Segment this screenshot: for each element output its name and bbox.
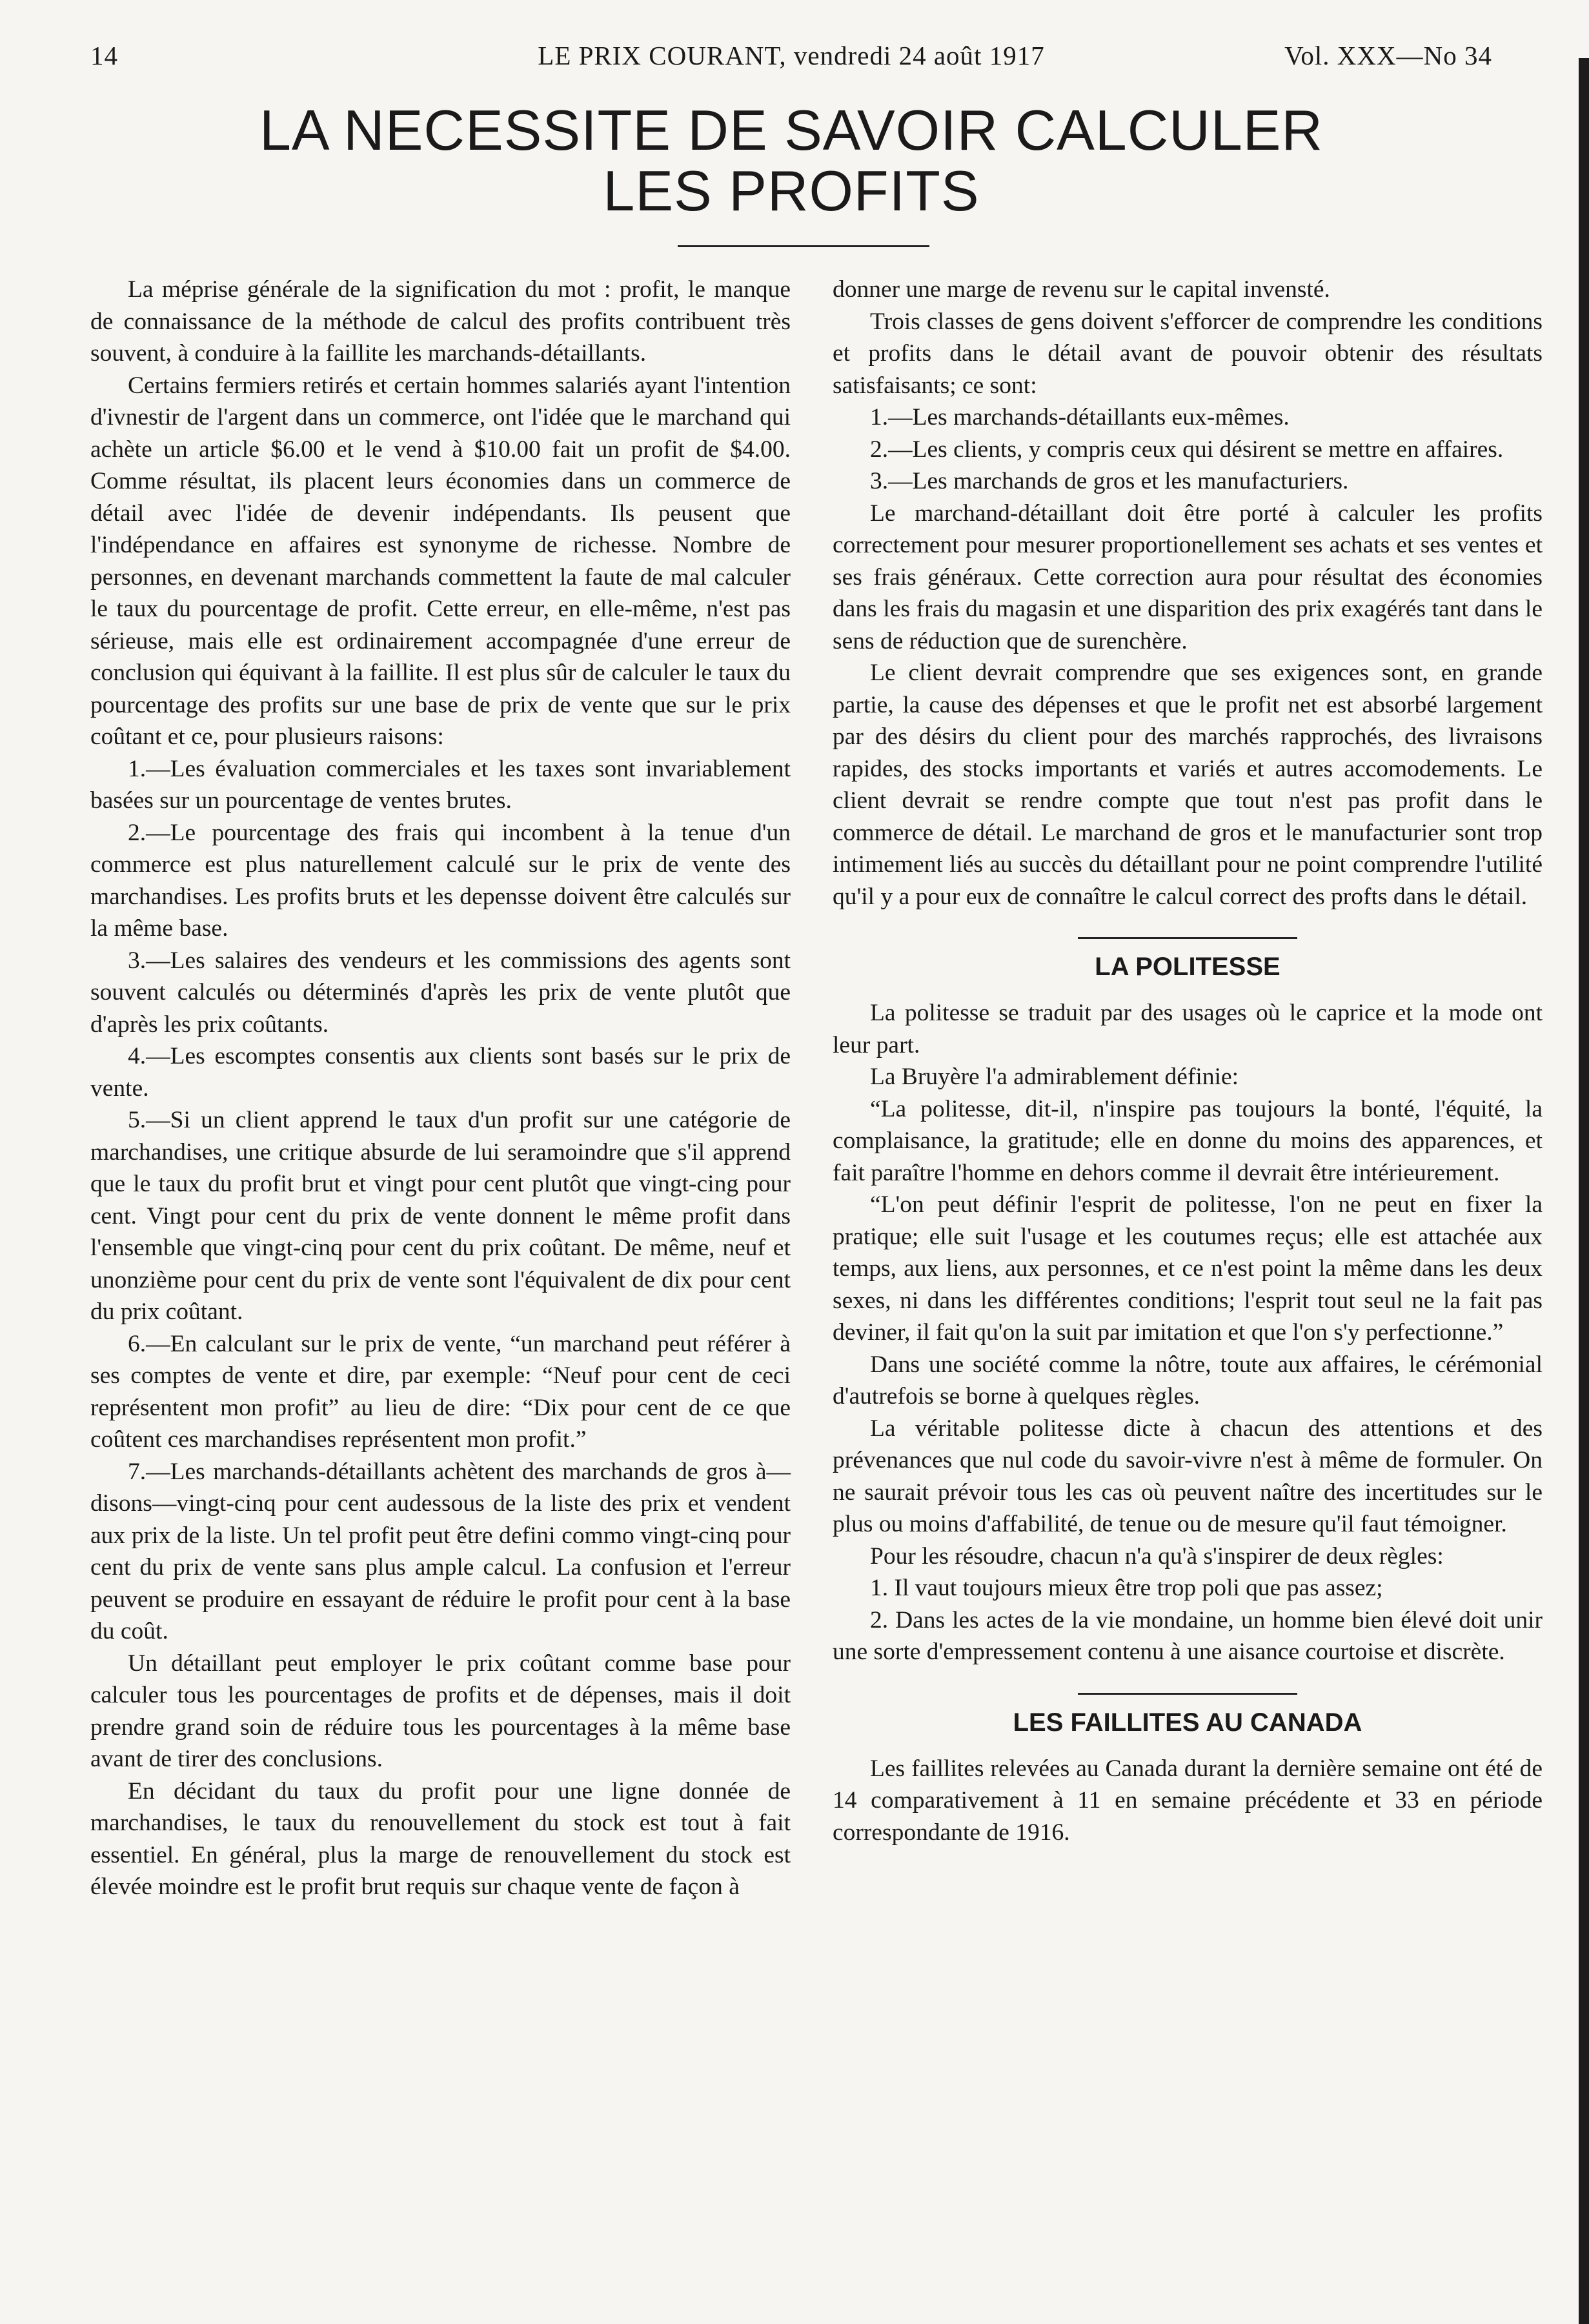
paragraph: Pour les résoudre, chacun n'a qu'à s'inspirer de deux règles: bbox=[870, 1542, 1444, 1570]
article-title-line-2: LES PROFITS bbox=[603, 159, 980, 223]
list-item: 3.—Les marchands de gros et les manufacturiers. bbox=[870, 468, 1349, 494]
page-number: 14 bbox=[90, 41, 118, 70]
list-item: 6.—En calculant sur le prix de vente, “un marchand peut référer à ses comptes de vente et dire, par exemple: “Neuf pour cent de ceci représentent mon profit” au lieu de dire: “Dix pour cent de ce que coûtent ces marchandises représentent mon profit.” bbox=[90, 1330, 791, 1453]
publication-line: LE PRIX COURANT, vendredi 24 août 1917 bbox=[538, 41, 1045, 70]
paragraph: En décidant du taux du profit pour une ligne donnée de marchandises, le taux du renouvellement du stock est tout à fait essentiel. En général, plus la marge de renouvellement du stock est élevée moindre est le profit brut requis sur chaque vente de façon à bbox=[90, 1777, 791, 1900]
list-item: 5.—Si un client apprend le taux d'un profit sur une catégorie de marchandises, une critique absurde de lui seramoindre que s'il apprend que le taux du profit brut et vingt pour cent plutôt que vingt-cing pour cent. Vingt pour cent du prix de vente donnent le même profit dans l'ensemble que vingt-cinq pour cent du prix coûtant. De même, neuf et unonzième pour cent du prix de vente sont l'équivalent de dix pour cent du prix coûtant. bbox=[90, 1107, 791, 1325]
section-rule bbox=[1078, 1693, 1297, 1695]
paragraph: Le marchand-détaillant doit être porté à calculer les profits correctement pour mesurer proportionellement ses achats et ses ventes et ses frais généraux. Cette correction aura pour résultat des économies dans les frais du magasin et une disparition des prix exagérés tant dans le sens de réduction que de surenchère. bbox=[833, 500, 1543, 654]
title-rule bbox=[678, 245, 929, 247]
paragraph: Les faillites relevées au Canada durant la dernière semaine ont été de 14 comparativement à 11 en semaine précédente et 33 en période correspondante de 1916. bbox=[833, 1755, 1543, 1846]
paragraph: Le client devrait comprendre que ses exigences sont, en grande partie, la cause des dépenses et que le profit net est absorbé largement par des désirs du client pour des marchés rapprochés, des livraisons rapides, des stocks importants et variés et autres accomodements. Le client devrait se rendre compte que tout n'est pas profit dans le commerce de détail. Le marchand de gros et le manufacturier sont trop intimement liés au succès du détaillant pour ne point comprendre l'utilité qu'il y a pour eux de connaître le calcul correct des profts dans le détail. bbox=[833, 660, 1543, 910]
list-item: 2.—Les clients, y compris ceux qui désirent se mettre en affaires. bbox=[870, 436, 1504, 463]
paragraph: La méprise générale de la signification du mot : profit, le manque de connaissance de la méthode de calcul des profits contribuent très souvent, à conduire à la faillite les marchands-détaillants. bbox=[90, 276, 791, 367]
paragraph: Trois classes de gens doivent s'efforcer de comprendre les conditions et profits dans le détail avant de pouvoir obtenir des résultats satisfaisants; ce sont: bbox=[833, 308, 1543, 399]
section-rule bbox=[1078, 937, 1297, 939]
list-item: 2. Dans les actes de la vie mondaine, un homme bien élevé doit unir une sorte d'empressement contenu à une aisance courtoise et discrète. bbox=[833, 1606, 1543, 1665]
paragraph: Certains fermiers retirés et certain hommes salariés ayant l'intention d'ivnestir de l'argent dans un commerce, ont l'idée que le marchand qui achète un article $6.00 et le vend à $10.00 fait un profit de $4.00. Comme résultat, ils placent leurs économies dans un commerce de détail avec l'idée de devenir indépendants. Ils peusent que l'indépendance en affaires est synonyme de richesse. Nombre de personnes, en devenant marchands commettent la faute de mal calculer le taux du pourcentage de profit. Cette erreur, en elle-même, n'est pas sérieuse, mais elle est ordinairement accompagnée d'une erreur de conclusion qui équivant à la faillite. Il est plus sûr de calculer le taux du pourcentage des profits sur une base de prix de vente que sur le prix coûtant et ce, pour plusieurs raisons: bbox=[90, 372, 791, 750]
paragraph: La véritable politesse dicte à chacun des attentions et des prévenances que nul code du savoir-vivre n'est à même de formuler. On ne saurait prévoir tous les cas où peuvent naître des incertitudes sur le plus ou moins d'affabilité, de tenue ou de mesure qu'il faut témoigner. bbox=[833, 1415, 1543, 1537]
running-header bbox=[90, 40, 1492, 79]
paragraph: La Bruyère l'a admirablement définie: bbox=[870, 1064, 1239, 1090]
paragraph: Dans une société comme la nôtre, toute aux affaires, le cérémonial d'autrefois se borne à quelques règles. bbox=[833, 1351, 1543, 1410]
paragraph: “L'on peut définir l'esprit de politesse, l'on ne peut en fixer la pratique; elle suit l'usage et les coutumes reçus; elle est attachée aux temps, aux liens, aux personnes, et ce n'est point la même dans les deux sexes, ni dans les différentes conditions; l'esprit tout seul ne la fait pas deviner, il fait qu'on la suit par imitation et que l'on s'y perfectionne.” bbox=[833, 1191, 1543, 1346]
list-item: 7.—Les marchands-détaillants achètent des marchands de gros à—disons—vingt-cinq pour cent audessous de la liste des prix et vendent aux prix de la liste. Un tel profit peut être defini commo vingt-cinq pour cent du prix de vente sans plus ample calcul. La confusion et l'erreur peuvent se produire en essayant de réduire le profit pour cent à la base du coût. bbox=[90, 1458, 791, 1644]
list-item: 1.—Les évaluation commerciales et les taxes sont invariablement basées sur un pourcentage de ventes brutes. bbox=[90, 755, 791, 814]
list-item: 3.—Les salaires des vendeurs et les commissions des agents sont souvent calculés ou déterminés d'après les prix de vente plutôt que d'après les prix coûtants. bbox=[90, 947, 791, 1038]
list-item: 4.—Les escomptes consentis aux clients sont basés sur le prix de vente. bbox=[90, 1043, 791, 1102]
page-edge-shadow bbox=[1579, 58, 1589, 2324]
paragraph: donner une marge de revenu sur le capital invensté. bbox=[833, 276, 1330, 303]
left-column bbox=[90, 274, 791, 1903]
paragraph: La politesse se traduit par des usages où le caprice et la mode ont leur part. bbox=[833, 1000, 1543, 1058]
list-item: 1.—Les marchands-détaillants eux-mêmes. bbox=[870, 404, 1290, 430]
article-title bbox=[97, 100, 1486, 221]
politesse-section bbox=[833, 997, 1543, 1668]
section-heading-politesse: LA POLITESSE bbox=[1095, 953, 1280, 981]
paragraph: “La politesse, dit-il, n'inspire pas toujours la bonté, l'équité, la complaisance, la gratitude; elle en donne du moins des apparences, et fait paraître l'homme en dehors comme il devrait être intérieurement. bbox=[833, 1095, 1543, 1186]
paragraph: Un détaillant peut employer le prix coûtant comme base pour calculer tous les pourcentages de profits et de dépenses, mais il doit prendre grand soin de réduire tous les pourcentages à la même base avant de tirer des conclusions. bbox=[90, 1650, 791, 1772]
list-item: 1. Il vaut toujours mieux être trop poli que pas assez; bbox=[870, 1575, 1383, 1601]
right-column bbox=[833, 274, 1543, 1848]
article-title-line-1: LA NECESSITE DE SAVOIR CALCULER bbox=[259, 98, 1324, 162]
volume-number: Vol. XXX—No 34 bbox=[1284, 41, 1492, 70]
list-item: 2.—Le pourcentage des frais qui incombent à la tenue d'un commerce est plus naturellement calculé sur le prix de vente des marchandises. Les profits bruts et les depensse doivent être calculés sur la même base. bbox=[90, 819, 791, 942]
section-heading-faillites: LES FAILLITES AU CANADA bbox=[1013, 1708, 1362, 1737]
